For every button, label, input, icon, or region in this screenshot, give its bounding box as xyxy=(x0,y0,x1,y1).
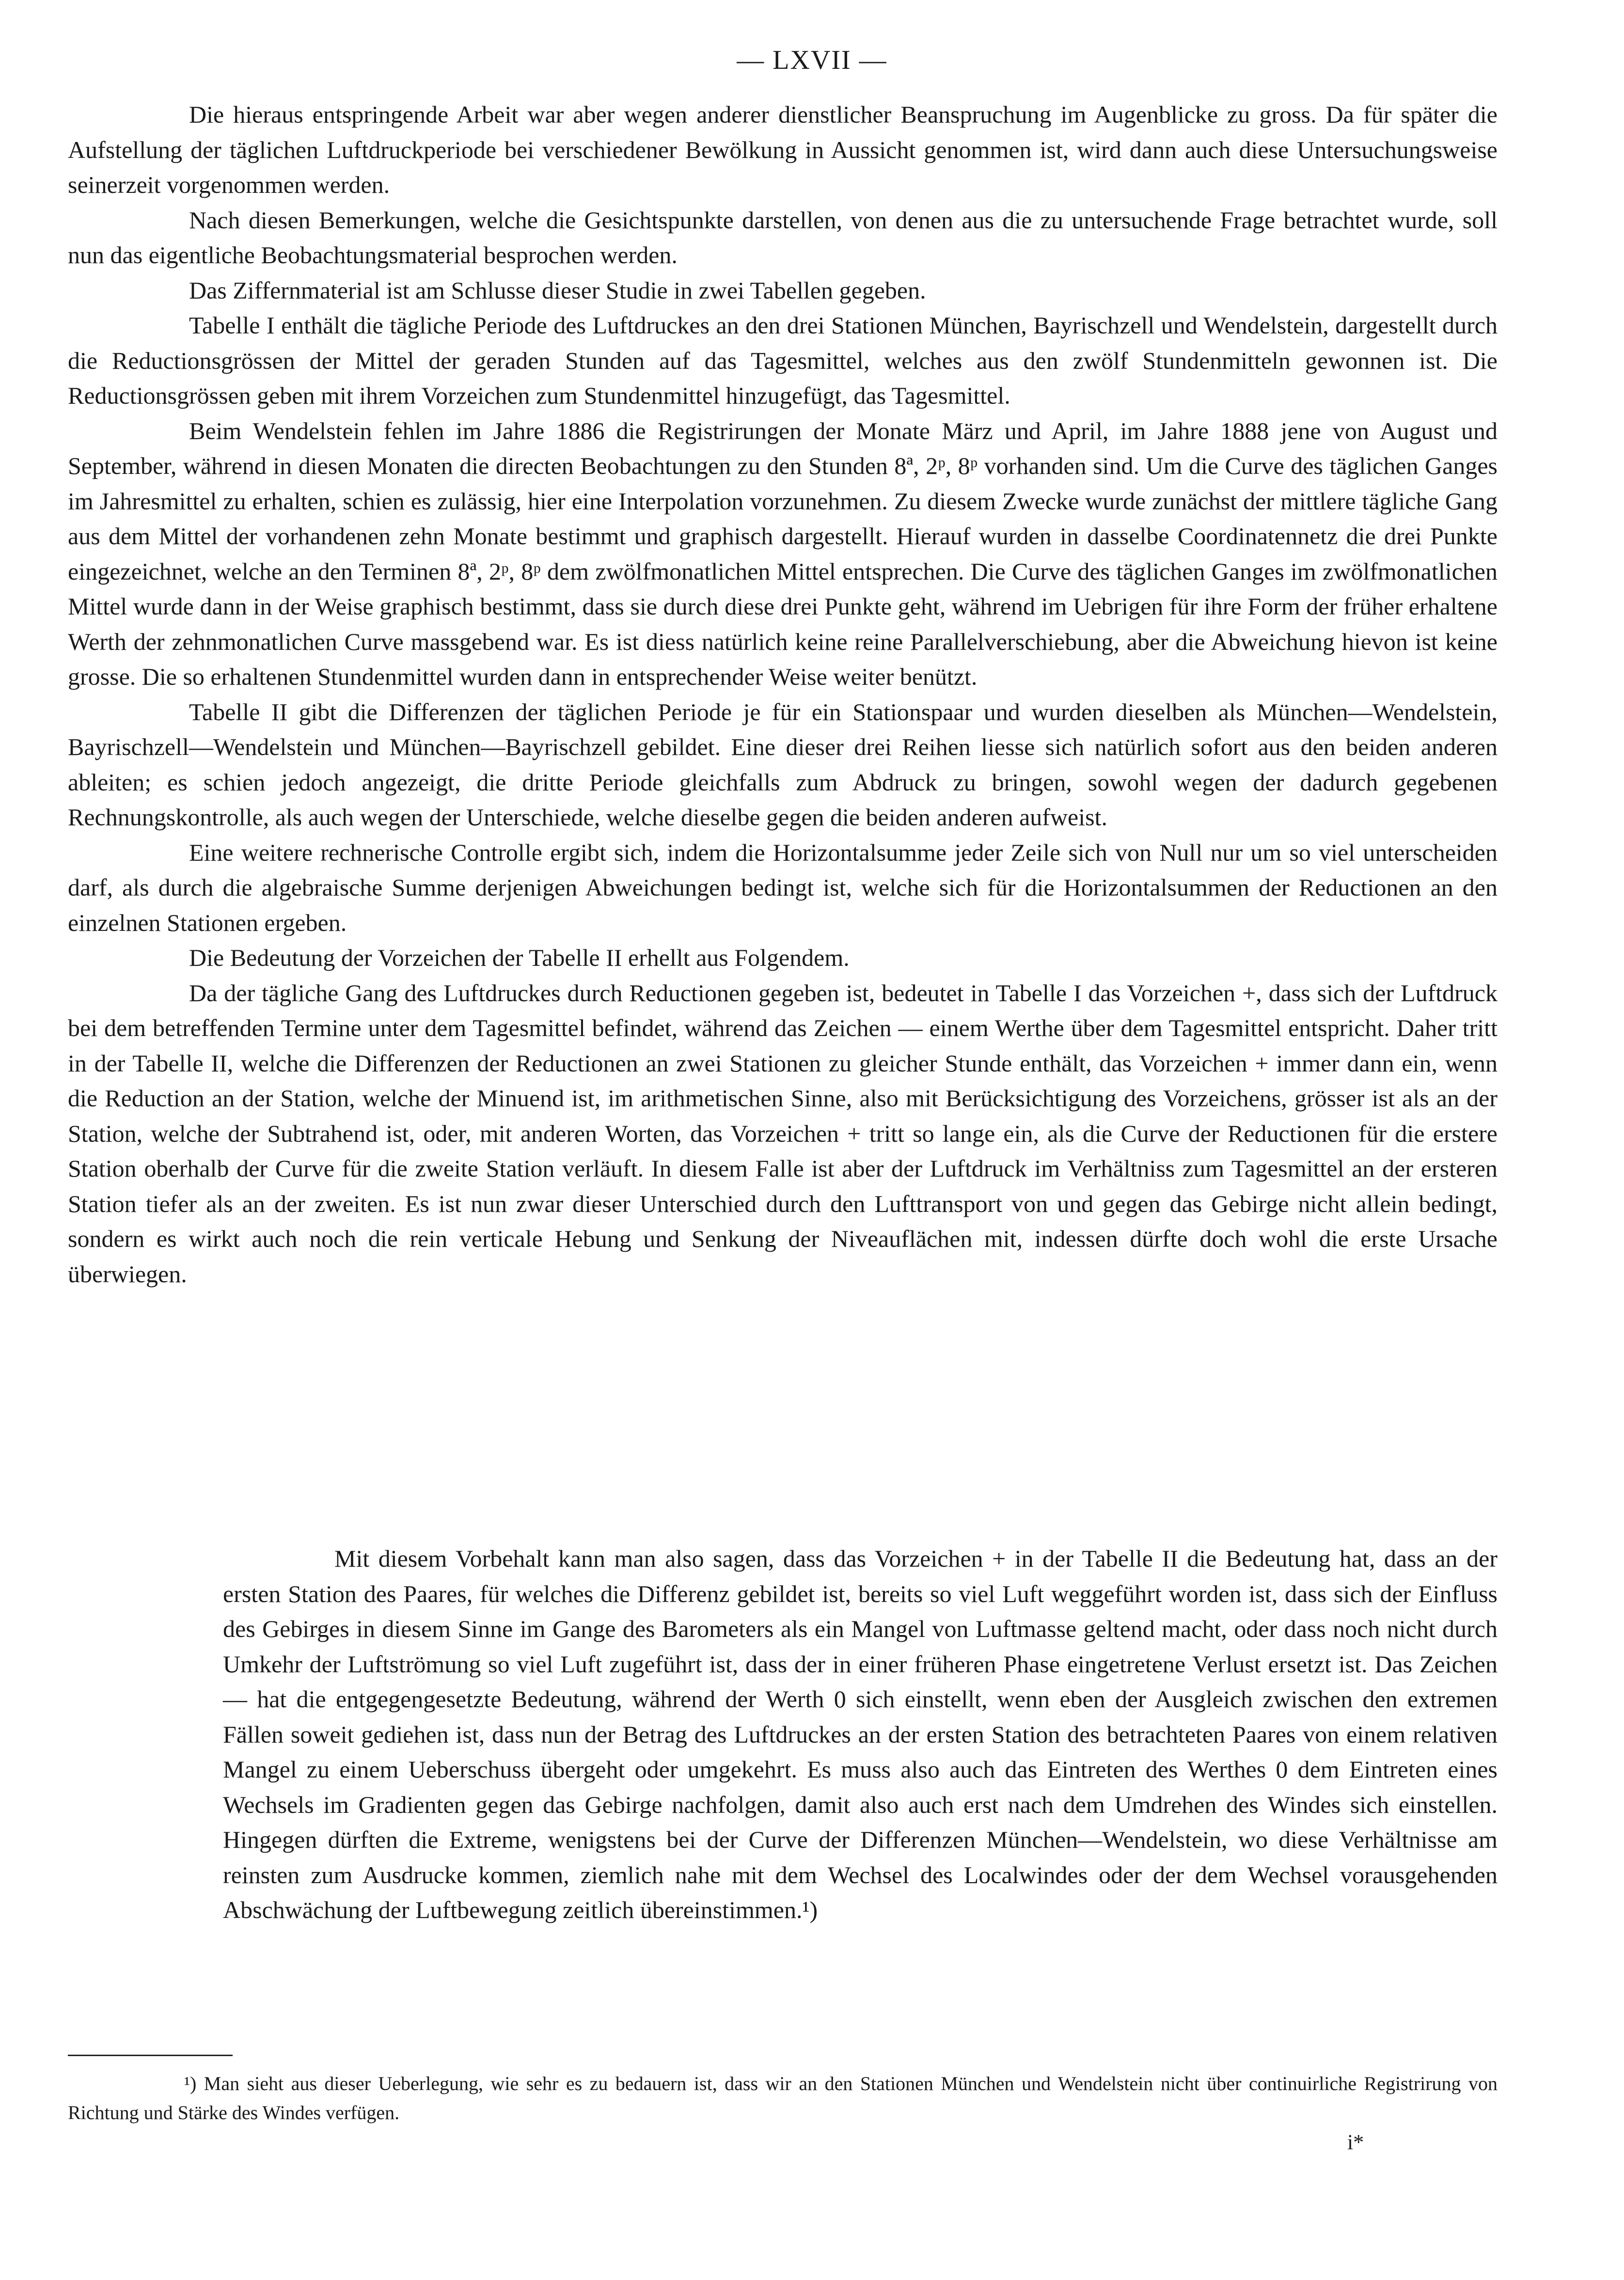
footnote-text: ¹) Man sieht aus dieser Ueberlegung, wie sehr es zu bedauern ist, dass wir an den Stationen München und Wendelstein nicht über continuirliche Registrirung von Richtung und Stärke des Windes verfügen. xyxy=(68,2073,1498,2123)
paragraph: Die hieraus entspringende Arbeit war aber wegen anderer dienstlicher Beanspruchung im Augenblicke zu gross. Da für später die Aufstellung der täglichen Luftdruckperiode bei verschiedener Bewölkung in Aussicht genommen ist, wird dann auch diese Untersuchungsweise seinerzeit vorgenommen werden. xyxy=(68,101,1498,198)
page-number: — LXVII — xyxy=(737,45,887,75)
footnote xyxy=(68,2069,1498,2127)
signature-mark: i* xyxy=(1347,2130,1364,2154)
paragraph: Die Bedeutung der Vorzeichen der Tabelle II erhellt aus Folgendem. xyxy=(189,944,850,971)
main-text xyxy=(68,97,1498,1291)
footnote-divider xyxy=(68,2055,233,2056)
remark-paragraph: Mit diesem Vorbehalt kann man also sagen, dass das Vorzeichen + in der Tabelle II die Bedeutung hat, dass an der ersten Station des Paares, für welches die Differenz gebildet ist, bereits so viel Luft weggeführt worden ist, dass sich der Einfluss des Gebirges in diesem Sinne im Gange des Barometers als ein Mangel von Luftmasse geltend macht, oder dass noch nicht durch Umkehr der Luftströmung so viel Luft zugeführt ist, dass der in einer früheren Phase eingetretene Verlust ersetzt ist. Das Zeichen — hat die entgegengesetzte Bedeutung, während der Werth 0 sich einstellt, wenn eben der Ausgleich zwischen den extremen Fällen soweit gediehen ist, dass nun der Betrag des Luftdruckes an der ersten Station des betrachteten Paares von einem relativen Mangel zu einem Ueberschuss übergeht oder umgekehrt. Es muss also auch das Eintreten des Werthes 0 dem Eintreten eines Wechsels im Gradienten gegen das Gebirge nachfolgen, damit also auch erst nach dem Umdrehen des Windes sich einstellen. Hingegen dürften die Extreme, wenigstens bei der Curve der Differenzen München—Wendelstein, wo diese Verhältnisse am reinsten zum Ausdrucke kommen, ziemlich nahe mit dem Wechsel des Localwindes oder der dem Wechsel vorausgehenden Abschwächung der Luftbewegung zeitlich übereinstimmen.¹) xyxy=(223,1545,1498,1923)
paragraph: Das Ziffernmaterial ist am Schlusse dieser Studie in zwei Tabellen gegeben. xyxy=(189,276,926,304)
paragraph: Tabelle I enthält die tägliche Periode des Luftdruckes an den drei Stationen München, Bayrischzell und Wendelstein, dargestellt durch die Reductionsgrössen der Mittel der geraden Stunden auf das Tagesmittel, welches aus den zwölf Stundenmitteln gewonnen ist. Die Reductionsgrössen geben mit ihrem Vorzeichen zum Stundenmittel hinzugefügt, das Tagesmittel. xyxy=(68,312,1498,409)
paragraph: Eine weitere rechnerische Controlle ergibt sich, indem die Horizontalsumme jeder Zeile sich von Null nur um so viel unterscheiden darf, als durch die algebraische Summe derjenigen Abweichungen bedingt ist, welche sich für die Horizontalsummen der Reductionen an den einzelnen Stationen ergeben. xyxy=(68,838,1498,936)
paragraph: Nach diesen Bemerkungen, welche die Gesichtspunkte darstellen, von denen aus die zu untersuchende Frage betrachtet wurde, soll nun das eigentliche Beobachtungsmaterial besprochen werden. xyxy=(68,206,1498,268)
paragraph: Da der tägliche Gang des Luftdruckes durch Reductionen gegeben ist, bedeutet in Tabelle I das Vorzeichen +, dass sich der Luftdruck bei dem betreffenden Termine unter dem Tagesmittel befindet, während das Zeichen — einem Werthe über dem Tagesmittel entspricht. Daher tritt in der Tabelle II, welche die Differenzen der Reductionen an zwei Stationen zu gleicher Stunde enthält, das Vorzeichen + immer dann ein, wenn die Reduction an der Station, welche der Minuend ist, im arithmetischen Sinne, also mit Berücksichtigung des Vorzeichens, grösser ist als an der Station, welche der Subtrahend ist, oder, mit anderen Worten, das Vorzeichen + tritt so lange ein, als die Curve der Reductionen für die erstere Station oberhalb der Curve für die zweite Station verläuft. In diesem Falle ist aber der Luftdruck im Verhältniss zum Tagesmittel an der ersteren Station tiefer als an der zweiten. Es ist nun zwar dieser Unterschied durch den Lufttransport von und gegen das Gebirge nicht allein bedingt, sondern es wirkt auch noch die rein verticale Hebung und Senkung der Niveauflächen mit, indessen dürfte doch wohl die erste Ursache überwiegen. xyxy=(68,979,1498,1288)
indented-remark xyxy=(223,1541,1498,1928)
paragraph: Tabelle II gibt die Differenzen der täglichen Periode je für ein Stationspaar und wurden dieselben als München—Wendelstein, Bayrischzell—Wendelstein und München—Bayrischzell gebildet. Eine dieser drei Reihen liesse sich natürlich sofort aus den beiden anderen ableiten; es schien jedoch angezeigt, die dritte Periode gleichfalls zum Abdruck zu bringen, sowohl wegen der dadurch gegebenen Rechnungskontrolle, als auch wegen der Unterschiede, welche dieselbe gegen die beiden anderen aufweist. xyxy=(68,698,1498,831)
paragraph: Beim Wendelstein fehlen im Jahre 1886 die Registrirungen der Monate März und April, im Jahre 1888 jene von August und September, während in diesen Monaten die directen Beobachtungen zu den Stunden 8ª, 2ᵖ, 8ᵖ vorhanden sind. Um die Curve des täglichen Ganges im Jahresmittel zu erhalten, schien es zulässig, hier eine Interpolation vorzunehmen. Zu diesem Zwecke wurde zunächst der mittlere tägliche Gang aus dem Mittel der vorhandenen zehn Monate bestimmt und graphisch dargestellt. Hierauf wurden in dasselbe Coordinatennetz die drei Punkte eingezeichnet, welche an den Terminen 8ª, 2ᵖ, 8ᵖ dem zwölfmonatlichen Mittel entsprechen. Die Curve des täglichen Ganges im zwölfmonatlichen Mittel wurde dann in der Weise graphisch bestimmt, dass sie durch diese drei Punkte geht, während im Uebrigen für ihre Form der früher erhaltene Werth der zehnmonatlichen Curve massgebend war. Es ist diess natürlich keine reine Parallelverschiebung, aber die Abweichung hievon ist keine grosse. Die so erhaltenen Stundenmittel wurden dann in entsprechender Weise weiter benützt. xyxy=(68,417,1498,690)
